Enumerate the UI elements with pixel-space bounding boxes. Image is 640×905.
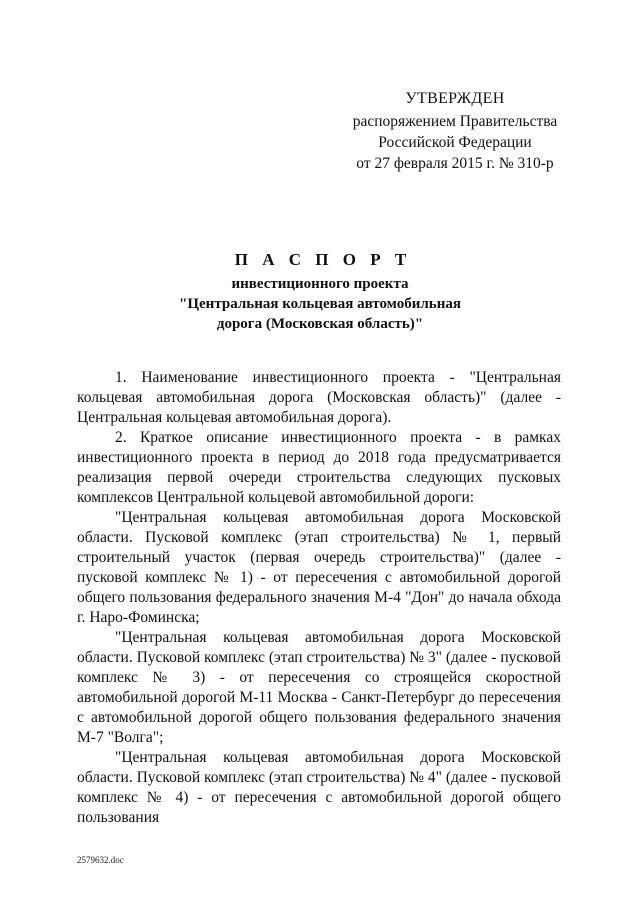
passport-heading: П А С П О Р Т <box>234 250 412 269</box>
document-title <box>0 250 640 334</box>
approval-line-2: Российской Федерации <box>378 134 532 151</box>
approval-heading: УТВЕРЖДЕН <box>405 90 505 107</box>
approval-block <box>330 88 580 174</box>
title-line-2: "Центральная кольцевая автомобильная <box>179 296 461 312</box>
paragraph-2: 2. Краткое описание инвестиционного проекта - в рамках инвестиционного проекта в период до 2018 года предусматривается реализация первой очереди строительства следующих пусковых комплексов Центральной кольцевой автомобильной дороги: <box>77 429 561 506</box>
paragraph-1: 1. Наименование инвестиционного проекта - "Центральная кольцевая автомобильная дорога (Московская область)" (далее - Центральная кольцевая автомобильная дорога). <box>77 369 561 426</box>
title-line-3: дорога (Московская область)" <box>216 316 424 332</box>
approval-line-1: распоряжением Правительства <box>352 113 558 130</box>
document-body <box>77 368 561 828</box>
approval-line-3: от 27 февраля 2015 г. № 310-р <box>356 155 554 172</box>
file-name-footer: 2579632.doc <box>77 855 124 865</box>
paragraph-3: "Центральная кольцевая автомобильная дорога Московской области. Пусковой комплекс (этап строительства) № 1, первый строительный участок (первая очередь строительства)" (далее - пусковой комплекс № 1) - от пересечения с автомобильной дорогой общего пользования федерального значения М-4 "Дон" до начала обхода г. Наро-Фоминска; <box>77 509 561 626</box>
paragraph-5: "Центральная кольцевая автомобильная дорога Московской области. Пусковой комплекс (этап строительства) № 4" (далее - пусковой комплекс № 4) - от пересечения с автомобильной дорогой общего пользования <box>77 749 561 826</box>
title-line-1: инвестиционного проекта <box>231 276 409 292</box>
paragraph-4: "Центральная кольцевая автомобильная дорога Московской области. Пусковой комплекс (этап строительства) № 3" (далее - пусковой комплекс № 3) - от пересечения со строящейся скоростной автомобильной дорогой М-11 Москва - Санкт-Петербург до пересечения с автомобильной дорогой общего пользования федерального значения М-7 "Волга"; <box>77 629 561 746</box>
